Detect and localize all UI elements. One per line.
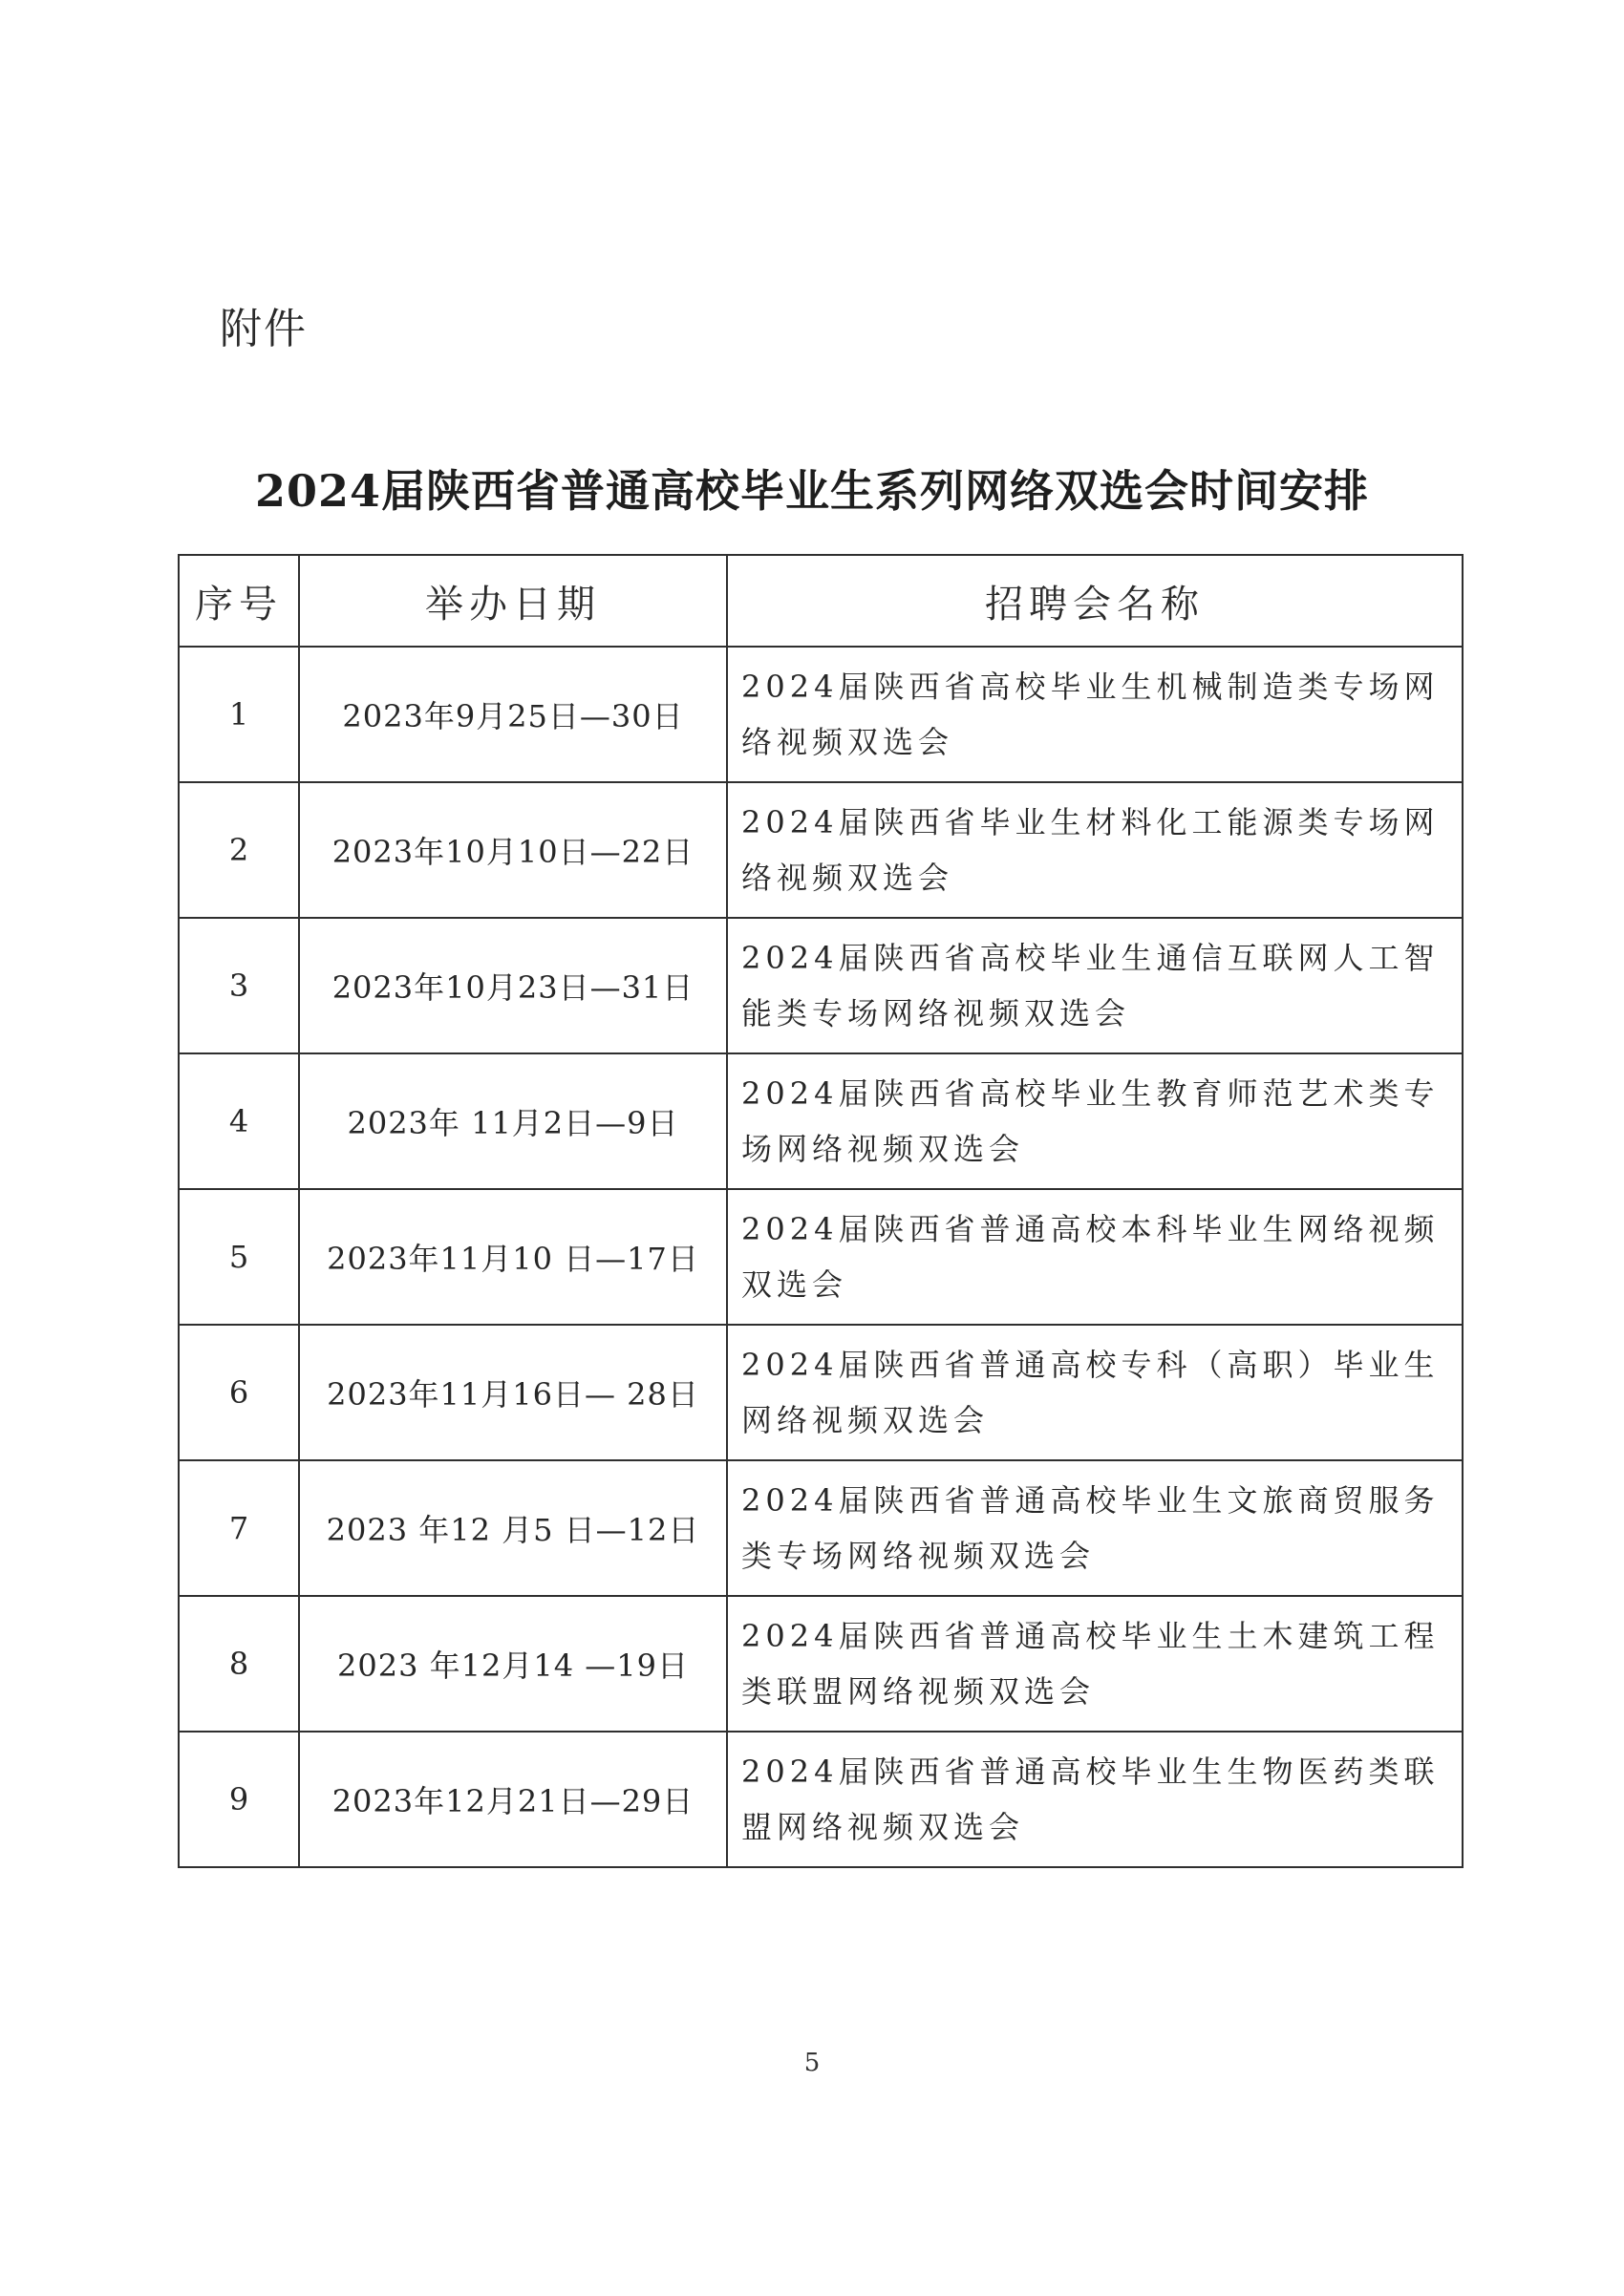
header-serial-number: 序号 <box>179 555 299 647</box>
table-row <box>179 1189 1463 1325</box>
row-fair-name: 2024届陕西省普通高校毕业生文旅商贸服务类专场网络视频双选会 <box>727 1460 1463 1596</box>
table-row <box>179 1325 1463 1460</box>
row-date: 2023 年12月14 —19日 <box>299 1596 727 1732</box>
row-serial-number: 1 <box>179 647 299 782</box>
header-date: 举办日期 <box>299 555 727 647</box>
row-date: 2023年11月16日— 28日 <box>299 1325 727 1460</box>
row-serial-number: 4 <box>179 1053 299 1189</box>
attachment-label: 附件 <box>220 305 308 353</box>
row-fair-name: 2024届陕西省高校毕业生通信互联网人工智能类专场网络视频双选会 <box>727 918 1463 1053</box>
row-fair-name: 2024届陕西省普通高校毕业生生物医药类联盟网络视频双选会 <box>727 1732 1463 1867</box>
table-row <box>179 1596 1463 1732</box>
schedule-table <box>178 554 1464 1868</box>
row-date: 2023年 11月2日—9日 <box>299 1053 727 1189</box>
row-date: 2023年12月21日—29日 <box>299 1732 727 1867</box>
row-date: 2023年9月25日—30日 <box>299 647 727 782</box>
header-fair-name: 招聘会名称 <box>727 555 1463 647</box>
row-fair-name: 2024届陕西省高校毕业生教育师范艺术类专场网络视频双选会 <box>727 1053 1463 1189</box>
table-row <box>179 782 1463 918</box>
row-date: 2023 年12 月5 日—12日 <box>299 1460 727 1596</box>
row-fair-name: 2024届陕西省毕业生材料化工能源类专场网络视频双选会 <box>727 782 1463 918</box>
row-fair-name: 2024届陕西省普通高校毕业生土木建筑工程类联盟网络视频双选会 <box>727 1596 1463 1732</box>
row-serial-number: 3 <box>179 918 299 1053</box>
row-fair-name: 2024届陕西省高校毕业生机械制造类专场网络视频双选会 <box>727 647 1463 782</box>
row-serial-number: 7 <box>179 1460 299 1596</box>
row-serial-number: 5 <box>179 1189 299 1325</box>
row-date: 2023年11月10 日—17日 <box>299 1189 727 1325</box>
row-serial-number: 9 <box>179 1732 299 1867</box>
document-title: 2024届陕西省普通高校毕业生系列网络双选会时间安排 <box>254 465 1370 517</box>
table-header-row <box>179 555 1463 647</box>
row-serial-number: 8 <box>179 1596 299 1732</box>
page-number: 5 <box>803 2049 821 2077</box>
row-fair-name: 2024届陕西省普通高校专科（高职）毕业生网络视频双选会 <box>727 1325 1463 1460</box>
table-row <box>179 918 1463 1053</box>
row-fair-name: 2024届陕西省普通高校本科毕业生网络视频双选会 <box>727 1189 1463 1325</box>
table-row <box>179 647 1463 782</box>
row-date: 2023年10月10日—22日 <box>299 782 727 918</box>
row-serial-number: 2 <box>179 782 299 918</box>
table-row <box>179 1460 1463 1596</box>
table-row <box>179 1732 1463 1867</box>
row-serial-number: 6 <box>179 1325 299 1460</box>
row-date: 2023年10月23日—31日 <box>299 918 727 1053</box>
table-row <box>179 1053 1463 1189</box>
